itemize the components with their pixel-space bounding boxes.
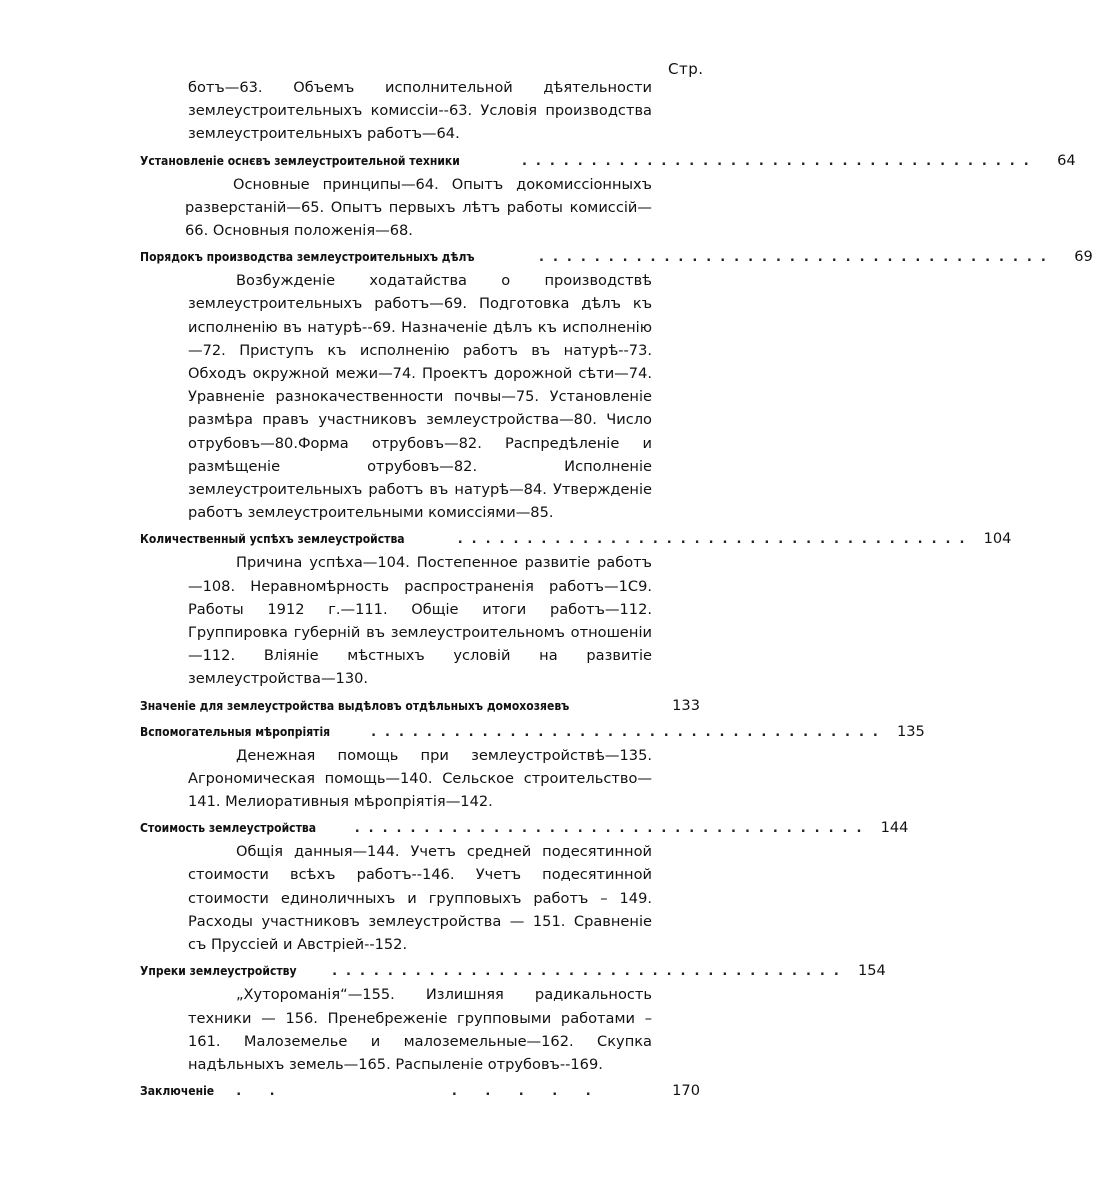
toc-entry-title: Количественный успѣхъ землеустройства [140,531,405,547]
toc-entry[interactable] [140,527,1012,551]
toc-entry-title: Порядокъ производства землеустроительныхъ дѣлъ [140,249,475,265]
toc-entry-page: 170 [672,1082,700,1100]
toc-entry[interactable] [140,245,1093,269]
toc-entry-title: Заключеніе [140,1083,215,1099]
toc-entry-subtopics: „Хутороманія“—155. Излишняя радикальность техники — 156. Пренебреженіе групповыми работами – 161. Малоземелье и малоземельные—162. Скупка надѣльныхъ земель—165. Распыленіе отрубовъ--169. [188,986,652,1073]
dot-leader: . . . . . . . [236,1084,603,1100]
toc-entry-subtopics: Общія данныя—144. Учетъ средней подесятинной стоимости всѣхъ работъ--146. Учетъ подесятинной стоимости единоличныхъ и групповыхъ работъ – 149. Расходы участниковъ землеустройства — 151. Сравненіе съ Пруссіей и Австріей--152. [188,843,652,954]
toc-entry[interactable] [140,720,925,744]
dot-leader: ..................................... [332,964,848,980]
dot-leader: ..................................... [521,153,1038,169]
toc-entry-subtopics: Возбужденіе ходатайства о производствѣ землеустроительныхъ работъ—69. Подготовка дѣлъ къ исполненію въ натурѣ--69. Назначеніе дѣлъ къ исполненію—72. Приступъ къ исполненію работъ въ натурѣ--73. Обходъ окружной межи—74. Проектъ дорожной сѣти—74. Уравненіе разнокачественности почвы—75. Установленіе размѣра правъ участниковъ землеустройства—80. Число отрубовъ—80.Форма отрубовъ—82. Распредѣленіе и размѣщеніе отрубовъ—82. Исполненіе землеустроительныхъ работъ въ натурѣ—84. Утвержденіе работъ землеустроительными комиссіями—85. [188,272,652,522]
toc-entry[interactable] [140,149,1076,173]
toc-entry[interactable] [140,1079,700,1103]
toc-entry-title: Упреки землеустройству [140,963,297,979]
dot-leader: ..................................... [354,821,871,837]
dot-leader: ..................................... [371,724,887,740]
toc-entry-page: 69 [1074,248,1093,266]
toc-entry-subtopics: Основные принципы—64. Опытъ докомиссіонныхъ разверстаній—65. Опытъ первыхъ лѣтъ работы комиссій—66. Основныя положенія—68. [185,175,652,240]
toc-entry-page: 135 [896,722,925,740]
toc-entry-page: 154 [857,962,886,980]
toc-entry-page: 64 [1057,151,1076,169]
page-column-label: Стр. [668,60,704,78]
toc-entry[interactable] [140,694,700,717]
toc-entry-page: 144 [880,819,909,837]
continued-subtopics: ботъ—63. Объемъ исполнительной дѣятельности землеустроительныхъ комиссіи--63. Условія производства землеустроительныхъ работъ—64. [188,79,652,143]
toc-entry-title: Установленіе оснєвъ землеустроительной техники [140,152,460,168]
dot-leader: ..................................... [457,532,974,548]
table-of-contents [140,76,1093,1103]
toc-entry-subtopics: Денежная помощь при землеустройствѣ—135. Агрономическая помощь—140. Сельское строительство—141. Мелиоративныя мѣропріятія—142. [188,746,652,811]
toc-entry[interactable] [140,959,886,983]
dot-leader: ..................................... [539,250,1055,266]
toc-entry-title: Стоимость землеустройства [140,820,317,836]
toc-entry-title: Значеніе для землеустройства выдѣловъ отдѣльныхъ домохозяевъ [140,697,570,713]
toc-entry-title: Вспомогательныя мѣропріятія [140,723,331,739]
toc-entry-subtopics: Причина успѣха—104. Постепенное развитіе работъ—108. Неравномѣрность распространенія работъ—1С9. Работы 1912 г.—111. Общіе итоги работъ—112. Группировка губерній въ землеустроительномъ отношеніи—112. Вліяніе мѣстныхъ условій на развитіе землеустройства—130. [188,554,652,688]
toc-entry-page: 104 [983,530,1012,548]
toc-entry-page: 133 [672,696,700,714]
toc-entry[interactable] [140,816,909,840]
